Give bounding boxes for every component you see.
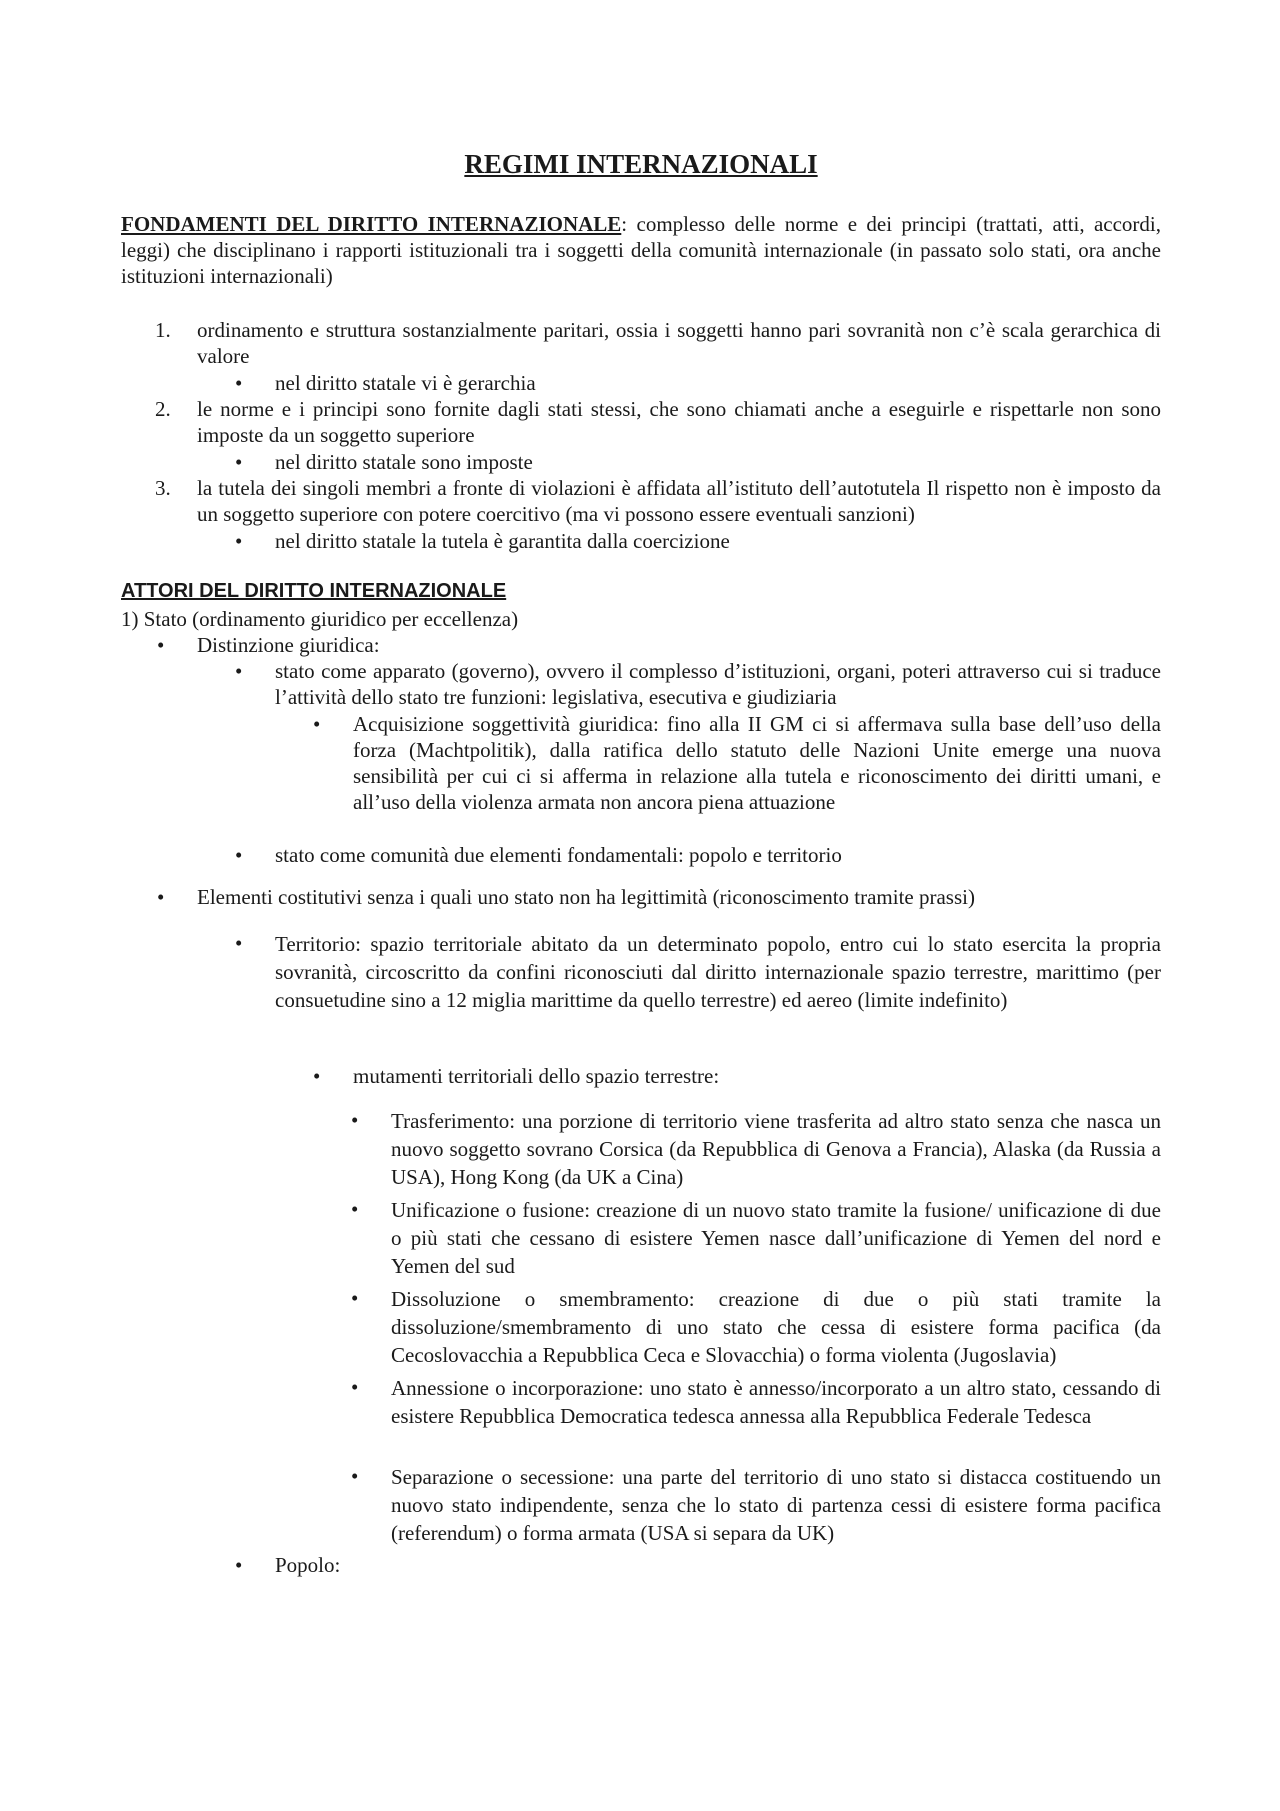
bullet: • — [313, 712, 321, 736]
stato-line: 1) Stato (ordinamento giuridico per eccellenza) — [121, 607, 519, 631]
bullet: • — [235, 529, 243, 553]
case-trasferimento: Trasferimento: una porzione di territorio viene trasferita ad altro stato senza che nasca un nuovo soggetto sovrano Corsica (da Repubblica di Genova a Francia), Alaska (da Russia a USA), Hong Kong (da UK a Cina) — [391, 1109, 1161, 1189]
list-number-1: 1. — [155, 318, 171, 342]
territorio-item: Territorio: spazio territoriale abitato da un determinato popolo, entro cui lo stato esercita la propria sovranità, circoscritto da confini riconosciuti dal diritto internazionale spazio terrestre, marittimo (per consuetudine sino a 12 miglia marittime da quello terrestre) ed aereo (limite indefinito) — [275, 932, 1161, 1012]
case-separazione: Separazione o secessione: una parte del territorio di uno stato si distacca costituendo un nuovo stato indipendente, senza che lo stato di partenza cessi di esistere forma pacifica (referendum) o forma armata (USA si separa da UK) — [391, 1465, 1161, 1545]
case-annessione: Annessione o incorporazione: uno stato è annesso/incorporato a un altro stato, cessando di esistere Repubblica Democratica tedesca annessa alla Repubblica Federale Tedesca — [391, 1376, 1161, 1428]
bullet: • — [351, 1108, 359, 1132]
acquisizione-item: Acquisizione soggettività giuridica: fino alla II GM ci si affermava sulla base dell’uso della forza (Machtpolitik), dalla ratifica dello statuto delle Nazioni Unite emerge una nuova sensibilità per cui ci si afferma in relazione alla tutela e riconoscimento dei diritti umani, e all’uso della violenza armata non ancora piena attuazione — [353, 712, 1161, 814]
bullet: • — [313, 1064, 321, 1088]
bullet: • — [351, 1197, 359, 1221]
page-title: REGIMI INTERNAZIONALI — [464, 149, 818, 179]
numbered-item-3-sub: nel diritto statale la tutela è garantita dalla coercizione — [275, 529, 730, 553]
bullet: • — [157, 633, 165, 657]
bullet: • — [157, 885, 165, 909]
bullet: • — [235, 1553, 243, 1577]
elementi-item: Elementi costitutivi senza i quali uno stato non ha legittimità (riconoscimento tramite prassi) — [197, 885, 975, 909]
numbered-item-2-sub: nel diritto statale sono imposte — [275, 450, 533, 474]
bullet: • — [351, 1375, 359, 1399]
comunita-item: stato come comunità due elementi fondamentali: popolo e territorio — [275, 843, 842, 867]
distinzione-item: Distinzione giuridica: — [197, 633, 380, 657]
intro-paragraph — [121, 211, 1161, 289]
case-dissoluzione: Dissoluzione o smembramento: creazione di due o più stati tramite la dissoluzione/smembramento di uno stato che cessa di esistere forma pacifica (da Cecoslovacchia a Repubblica Ceca e Slovacchia) o forma violenta (Jugoslavia) — [391, 1287, 1161, 1367]
bullet: • — [351, 1464, 359, 1488]
intro-text: : complesso delle norme e dei principi (trattati, atti, accordi, leggi) che disciplinano i rapporti istituzionali tra i soggetti della comunità internazionale (in passato solo stati, ora anche istituzioni internazionali) — [121, 212, 1161, 288]
numbered-item-3: la tutela dei singoli membri a fronte di violazioni è affidata all’istituto dell’autotutela Il rispetto non è imposto da un soggetto superiore con potere coercitivo (ma vi possono essere eventuali sanzioni) — [197, 476, 1161, 526]
bullet: • — [235, 450, 243, 474]
bullet: • — [235, 931, 243, 955]
bullet: • — [235, 659, 243, 683]
numbered-item-2: le norme e i principi sono fornite dagli stati stessi, che sono chiamati anche a eseguirle e rispettarle non sono imposte da un soggetto superiore — [197, 397, 1161, 447]
bullet: • — [235, 843, 243, 867]
mutamenti-item: mutamenti territoriali dello spazio terrestre: — [353, 1064, 720, 1088]
intro-heading: FONDAMENTI DEL DIRITTO INTERNAZIONALE — [121, 212, 622, 236]
list-number-2: 2. — [155, 397, 171, 421]
apparato-item: stato come apparato (governo), ovvero il complesso d’istituzioni, organi, poteri attraverso cui si traduce l’attività dello stato tre funzioni: legislativa, esecutiva e giudiziaria — [275, 659, 1161, 709]
bullet: • — [351, 1286, 359, 1310]
list-number-3: 3. — [155, 476, 171, 500]
popolo-item: Popolo: — [275, 1553, 341, 1577]
numbered-item-1: ordinamento e struttura sostanzialmente paritari, ossia i soggetti hanno pari sovranità non c’è scala gerarchica di valore — [197, 318, 1161, 368]
case-unificazione: Unificazione o fusione: creazione di un nuovo stato tramite la fusione/ unificazione di due o più stati che cessano di esistere Yemen nasce dall’unificazione di Yemen del nord e Yemen del sud — [391, 1198, 1161, 1278]
bullet: • — [235, 371, 243, 395]
numbered-item-1-sub: nel diritto statale vi è gerarchia — [275, 371, 536, 395]
section-heading-actors: ATTORI DEL DIRITTO INTERNAZIONALE — [121, 580, 507, 602]
